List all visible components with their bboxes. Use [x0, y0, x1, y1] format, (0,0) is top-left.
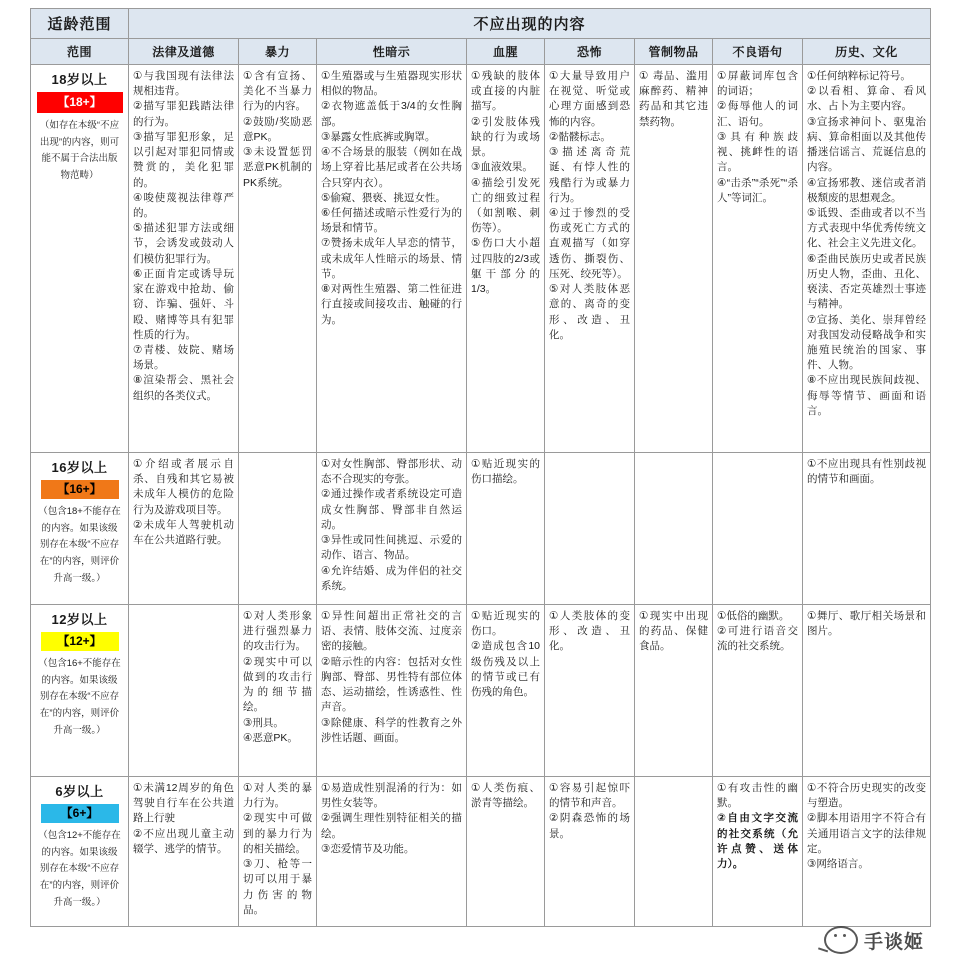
watermark [824, 926, 924, 954]
cell-item: ① 毒品、滥用麻醉药、精神药品和其它违禁药物。 [639, 70, 708, 128]
cell-item: ②暗示性的内容：包括对女性胸部、臀部、男性特有部位体态、运动描绘，性诱惑性、性声音。 [321, 655, 462, 714]
cell-item: ⑥歪曲民族历史或者民族历史人物，歪曲、丑化、亵渎、否定英雄烈士事迹与精神。 [807, 252, 927, 311]
cell-controlled-items [635, 65, 713, 453]
cell-item: ②自由文字交流的社交系统（允许点赞、送体力）。 [717, 812, 798, 871]
cell-item: ②未成年人驾驶机动车在公共道路行驶。 [133, 518, 234, 547]
age-label: 18岁以上 [51, 72, 108, 87]
cell-item: ①与我国现有法律法规相违背。 [133, 70, 234, 98]
cell-bad-language [713, 605, 803, 777]
col-range: 范围 [31, 39, 129, 65]
cell-item: ⑤偷窥、猥亵、挑逗女性。 [321, 191, 446, 204]
cell-item: ⑧不应出现民族间歧视、侮辱等情节、画面和语言。 [807, 374, 927, 417]
cell-item: ②通过操作或者系统设定可造成女性胸部、臀部非自然运动。 [321, 488, 462, 531]
cell-item: ①贴近现实的伤口描绘。 [471, 458, 540, 486]
cell-item: ③血液效果。 [471, 161, 533, 174]
age-note: （包含12+不能存在的内容。如果该级别存在本级“不应存在”的内容，则评价升高一级。） [38, 830, 121, 908]
age-label: 16岁以上 [51, 460, 108, 475]
cell-violence [239, 777, 317, 927]
cell-item: ③具有种族歧视、挑衅性的语言。 [717, 130, 798, 174]
cell-controlled-items [635, 453, 713, 605]
cell-item: ④描绘引发死亡的细致过程（如割喉、刺伤等）。 [471, 176, 540, 235]
cell-controlled-items [635, 777, 713, 927]
cell-item: ③描写罪犯形象，足以引起对罪犯同情或赞赏的，美化犯罪的。 [133, 130, 234, 189]
cell-item: ⑤诋毁、歪曲或者以不当方式表现中华优秀传统文化、社会主义先进文化。 [807, 206, 927, 250]
cell-item: ⑦赞扬未成年人早恋的情节，或未成年人性暗示的场景、情节。 [321, 237, 462, 280]
cell-item: ②骷髅标志。 [549, 130, 611, 143]
cell-horror [545, 453, 635, 605]
cell-item: ③描述离奇荒诞、有悖人性的残酷行为或暴力行为。 [549, 146, 630, 204]
cell-blood [467, 453, 545, 605]
cell-item: ②现实中可以做到的攻击行为的细节描绘。 [243, 655, 312, 714]
cell-item: ③暴露女性底裤或胸罩。 [321, 130, 436, 143]
watermark-text: 手谈姬 [863, 930, 924, 953]
cell-item: ②鼓励/奖励恶意PK。 [243, 115, 312, 143]
table-row [31, 65, 931, 453]
cell-item: ④过于惨烈的受伤或死亡方式的直观描写（如穿透伤、撕裂伤、压死、绞死等）。 [549, 206, 630, 280]
cell-history-culture [803, 453, 931, 605]
table-row [31, 777, 931, 927]
cell-item: ③恋爱情节及功能。 [321, 842, 415, 855]
cell-blood [467, 777, 545, 927]
range-cell-1 [31, 453, 129, 605]
cell-item: ①现实中出现的药品、保健食品。 [639, 610, 708, 653]
cell-item: ②衣物遮盖低于3/4的女性胸部。 [321, 100, 462, 128]
cell-sexual-suggestion [317, 453, 467, 605]
cell-item: ③宣扬求神问卜、驱鬼治病、算命相面以及其他传播迷信谣言、荒诞信息的内容。 [807, 115, 927, 174]
cell-item: ②以看相、算命、看风水、占卜为主要内容。 [807, 85, 927, 113]
table-row [31, 453, 931, 605]
cell-horror [545, 605, 635, 777]
cell-item: ①任何纳粹标记符号。 [807, 70, 911, 82]
range-cell-2 [31, 605, 129, 777]
cell-blood [467, 65, 545, 453]
cell-item: ④“击杀”“杀死”“杀人”等词汇。 [717, 176, 798, 204]
cell-item: ①生殖器或与生殖器现实形状相似的物品。 [321, 70, 462, 98]
header-row-columns [31, 39, 931, 65]
cell-item: ③异性或同性间挑逗、示爱的动作、语言、物品。 [321, 534, 462, 562]
cell-item: ②描写罪犯践踏法律的行为。 [133, 100, 234, 128]
cell-item: ②侮辱他人的词汇、语句。 [717, 100, 798, 128]
cell-bad-language [713, 65, 803, 453]
cell-item: ②造成包含10级伤残及以上的情节或已有伤残的角色。 [471, 640, 540, 699]
cell-item: ①低俗的幽默。 [717, 610, 790, 622]
cell-item: ①含有宣扬、美化不当暴力行为的内容。 [243, 70, 312, 113]
cell-item: ①人类伤痕、淤青等描绘。 [471, 782, 540, 810]
cell-item: ②不应出现儿童主动辍学、逃学的情节。 [133, 827, 234, 855]
range-cell-3 [31, 777, 129, 927]
cell-item: ⑧对两性生殖器、第二性征进行直接或间接攻击、触碰的行为。 [321, 283, 462, 326]
cell-item: ①不应出现具有性别歧视的情节和画面。 [807, 458, 927, 486]
cell-item: ①残缺的肢体或直接的内脏描写。 [471, 70, 540, 113]
cell-item: ⑥正面肯定或诱导玩家在游戏中抢劫、偷窃、诈骗、强奸、斗殴、赌博等具有犯罪性质的行为。 [133, 267, 234, 341]
col-bad-language: 不良语句 [713, 39, 803, 65]
header-age-range: 适龄范围 [31, 9, 129, 39]
cell-violence [239, 605, 317, 777]
cell-item: ①不符合历史现实的改变与塑造。 [807, 782, 927, 810]
cell-item: ①对人类的暴力行为。 [243, 782, 312, 810]
cell-item: ⑤对人类肢体恶意的、离奇的变形、改造、丑化。 [549, 283, 630, 341]
cell-item: ③刀、枪等一切可以用于暴力伤害的物品。 [243, 858, 312, 916]
range-cell-0 [31, 65, 129, 453]
cell-item: ④恶意PK。 [243, 731, 298, 744]
age-rating-table [30, 8, 931, 927]
cell-controlled-items [635, 605, 713, 777]
table-row [31, 605, 931, 777]
cell-item: ①容易引起惊吓的情节和声音。 [549, 782, 630, 810]
cell-item: ①易造成性别混淆的行为：如男性女装等。 [321, 782, 462, 810]
cell-item: ②可进行语音交流的社交系统。 [717, 625, 798, 653]
cell-sexual-suggestion [317, 777, 467, 927]
col-violence: 暴力 [239, 39, 317, 65]
cell-item: ②阴森恐怖的场景。 [549, 812, 630, 840]
cell-item: ③刑具。 [243, 716, 284, 729]
age-badge: 【12+】 [41, 632, 119, 651]
age-note: （如存在本级“不应出现”的内容，则可能不属于合法出版物范畴） [39, 120, 120, 181]
cell-sexual-suggestion [317, 65, 467, 453]
cell-item: ①介绍或者展示自杀、自残和其它易被未成年人模仿的危险行为及游戏项目等。 [133, 458, 234, 516]
cell-item: ①人类肢体的变形、改造、丑化。 [549, 610, 630, 653]
cell-history-culture [803, 65, 931, 453]
age-badge: 【6+】 [41, 804, 119, 823]
wechat-bubble-icon [824, 926, 858, 954]
cell-law-morality [129, 453, 239, 605]
cell-item: ①屏蔽词库包含的词语； [717, 70, 798, 98]
cell-item: ③网络语言。 [807, 858, 869, 871]
cell-item: ⑤伤口大小超过四肢的2/3或躯干部分的1/3。 [471, 237, 540, 296]
cell-sexual-suggestion [317, 605, 467, 777]
cell-item: ⑤描述犯罪方法或细节，会诱发或鼓动人们模仿犯罪行为。 [133, 222, 234, 265]
cell-horror [545, 777, 635, 927]
col-blood: 血腥 [467, 39, 545, 65]
cell-item: ①对女性胸部、臀部形状、动态不合现实的夸张。 [321, 458, 462, 486]
cell-item: ⑦青楼、妓院、赌场场景。 [133, 343, 234, 372]
cell-item: ①有攻击性的幽默。 [717, 782, 798, 810]
col-controlled-items: 管制物品 [635, 39, 713, 65]
cell-item: ①大量导致用户在视觉、听觉或心理方面感到恐怖的内容。 [549, 70, 630, 128]
cell-item: ①异性间超出正常社交的言语、表情、肢体交流、过度亲密的接触。 [321, 610, 462, 653]
cell-item: ①贴近现实的伤口。 [471, 610, 540, 638]
rating-rows [31, 65, 931, 927]
header-row-top [31, 9, 931, 39]
cell-item: ⑦宣扬、美化、崇拜曾经对我国发动侵略战争和实施殖民统治的国家、事件、人物。 [807, 313, 927, 372]
cell-bad-language [713, 777, 803, 927]
cell-violence [239, 453, 317, 605]
cell-item: ②脚本用语用字不符合有关通用语言文字的法律规定。 [807, 812, 927, 855]
cell-law-morality [129, 777, 239, 927]
cell-item: ②现实中可做到的暴力行为的相关描绘。 [243, 812, 312, 855]
cell-blood [467, 605, 545, 777]
cell-item: ⑧渲染帮会、黑社会组织的各类仪式。 [133, 374, 234, 402]
col-law-morality: 法律及道德 [129, 39, 239, 65]
col-horror: 恐怖 [545, 39, 635, 65]
cell-item: ③除健康、科学的性教育之外涉性话题、画面。 [321, 716, 462, 744]
cell-item: ④允许结婚、成为伴侣的社交系统。 [321, 564, 462, 592]
age-note: （包含18+不能存在的内容。如果该级别存在本级“不应存在”的内容，则评价升高一级。） [38, 506, 121, 584]
cell-history-culture [803, 777, 931, 927]
age-label: 6岁以上 [55, 784, 104, 799]
col-sexual-suggestion: 性暗示 [317, 39, 467, 65]
cell-item: ⑥任何描述或暗示性爱行为的场景和情节。 [321, 206, 462, 235]
cell-item: ②引发肢体残缺的行为或场景。 [471, 115, 540, 159]
header-disallowed-content: 不应出现的内容 [129, 9, 931, 39]
cell-item: ①舞厅、歌厅相关场景和图片。 [807, 610, 927, 638]
col-history-culture: 历史、文化 [803, 39, 931, 65]
cell-item: ④唆使蔑视法律尊严的。 [133, 191, 234, 219]
cell-history-culture [803, 605, 931, 777]
cell-violence [239, 65, 317, 453]
cell-bad-language [713, 453, 803, 605]
age-label: 12岁以上 [51, 612, 108, 627]
cell-law-morality [129, 65, 239, 453]
cell-item: ①未满12周岁的角色驾驶自行车在公共道路上行驶 [133, 782, 234, 825]
cell-item: ④宣扬邪教、迷信或者消极颓废的思想观念。 [807, 176, 927, 204]
cell-horror [545, 65, 635, 453]
age-badge: 【18+】 [37, 92, 123, 113]
age-note: （包含16+不能存在的内容。如果该级别存在本级“不应存在”的内容，则评价升高一级。） [38, 658, 121, 736]
cell-law-morality [129, 605, 239, 777]
age-badge: 【16+】 [41, 480, 119, 499]
cell-item: ③未设置惩罚恶意PK机制的PK系统。 [243, 146, 312, 189]
cell-item: ①对人类形象进行强烈暴力的攻击行为。 [243, 610, 312, 653]
cell-item: ④不合场景的服装（例如在战场上穿着比基尼或者在公共场合只穿内衣）。 [321, 146, 462, 189]
cell-item: ②强调生理性别特征相关的描绘。 [321, 812, 462, 840]
